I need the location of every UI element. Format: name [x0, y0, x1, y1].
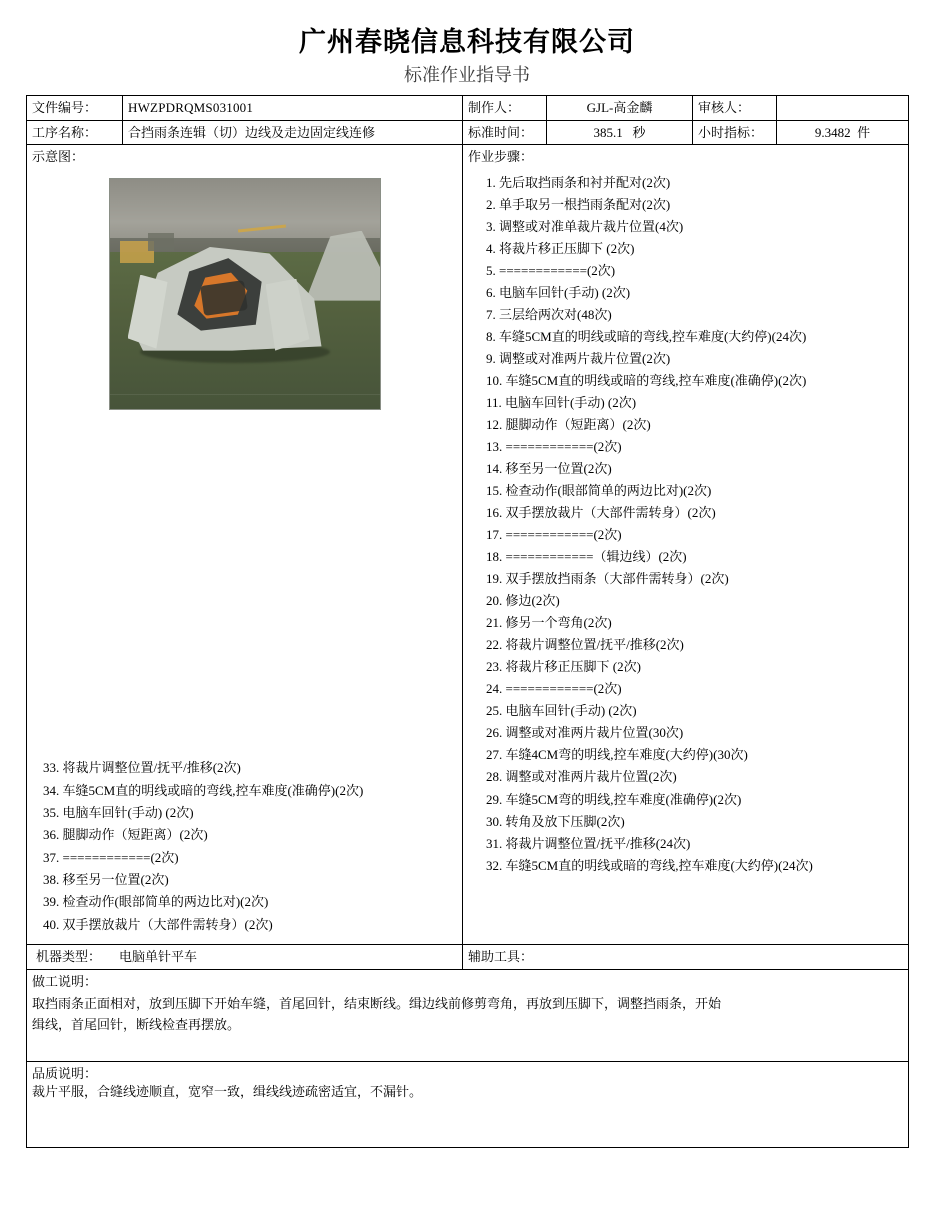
table-row [27, 120, 909, 145]
list-item: 15. 检查动作(眼部简单的两边比对)(2次) [486, 483, 712, 499]
hour-target-value [777, 120, 909, 145]
photo-grass-line [110, 394, 380, 395]
maker-label: 制作人： [463, 96, 547, 121]
table-row [27, 945, 909, 970]
workmanship-line-2: 缉线，首尾回针，断线检查再摆放。 [32, 1016, 241, 1032]
operation-steps-continued [43, 757, 452, 936]
aux-tool-cell [463, 945, 909, 970]
list-item: 34. 车缝5CM直的明线或暗的弯线,控车难度(准确停)(2次) [43, 782, 364, 798]
list-item: 14. 移至另一位置(2次) [486, 461, 612, 477]
list-item: 26. 调整或对准两片裁片位置(30次) [486, 725, 684, 741]
doc-no-value: HWZPDRQMS031001 [123, 96, 463, 121]
page-title: 广州春晓信息科技有限公司 [299, 27, 635, 57]
standard-time-value [547, 120, 693, 145]
table-row [27, 969, 909, 1061]
operation-steps-cell [463, 145, 909, 945]
list-item: 22. 将裁片调整位置/抚平/推移(2次) [486, 637, 684, 653]
workmanship-label: 做工说明： [32, 973, 98, 989]
table-row [27, 1061, 909, 1147]
reviewer-value [777, 96, 909, 121]
list-item: 25. 电脑车回针(手动) (2次) [486, 703, 637, 719]
quality-label: 品质说明： [32, 1065, 98, 1081]
machine-type-label: 机器类型： [36, 949, 102, 965]
table-row [27, 96, 909, 121]
list-item: 18. ============（辑边线）(2次) [486, 549, 687, 565]
list-item: 10. 车缝5CM直的明线或暗的弯线,控车难度(准确停)(2次) [486, 372, 807, 388]
machine-type-value: 电脑单针平车 [119, 949, 198, 965]
process-name-value: 合挡雨条连辑（切）边线及走边固定线连修 [123, 120, 463, 145]
list-item: 9. 调整或对准两片裁片位置(2次) [486, 350, 671, 366]
hour-target-unit: 件 [857, 124, 871, 140]
hour-target-number: 9.3482 [814, 124, 851, 140]
list-item: 17. ============(2次) [486, 527, 622, 543]
list-item: 5. ============(2次) [486, 262, 616, 278]
list-item: 7. 三层给两次对(48次) [486, 306, 612, 322]
list-item: 4. 将裁片移正压脚下 (2次) [486, 240, 635, 256]
list-item: 29. 车缝5CM弯的明线,控车难度(准确停)(2次) [486, 791, 742, 807]
list-item: 8. 车缝5CM直的明线或暗的弯线,控车难度(大约停)(24次) [486, 328, 807, 344]
list-item: 1. 先后取挡雨条和衬并配对(2次) [486, 174, 671, 190]
list-item: 36. 腿脚动作（短距离）(2次) [43, 827, 208, 843]
instruction-sheet [26, 95, 909, 1148]
list-item: 13. ============(2次) [486, 439, 622, 455]
machine-type-cell [27, 945, 463, 970]
quality-line-1: 裁片平服，合缝线迹顺直，宽窄一致，缉线线迹疏密适宜，不漏针。 [32, 1084, 423, 1100]
doc-no-label: 文件编号： [27, 96, 123, 121]
list-item: 35. 电脑车回针(手动) (2次) [43, 804, 194, 820]
list-item: 40. 双手摆放裁片（大部件需转身）(2次) [43, 916, 273, 932]
hour-target-label: 小时指标： [693, 120, 777, 145]
quality-cell [27, 1061, 909, 1147]
maker-value: GJL-高金麟 [547, 96, 693, 121]
standard-time-label: 标准时间： [463, 120, 547, 145]
diagram-cell [27, 145, 463, 945]
list-item: 12. 腿脚动作（短距离）(2次) [486, 416, 651, 432]
list-item: 30. 转角及放下压脚(2次) [486, 813, 625, 829]
operation-steps-list [468, 172, 903, 877]
list-item: 23. 将裁片移正压脚下 (2次) [486, 659, 641, 675]
list-item: 20. 修边(2次) [486, 593, 560, 609]
diagram-label: 示意图： [32, 149, 85, 165]
reviewer-label: 审核人： [693, 96, 777, 121]
photo-grey-box [148, 233, 174, 251]
list-item: 21. 修另一个弯角(2次) [486, 615, 612, 631]
list-item: 11. 电脑车回针(手动) (2次) [486, 394, 637, 410]
workmanship-cell [27, 969, 909, 1061]
table-row [27, 145, 909, 945]
list-item: 2. 单手取另一根挡雨条配对(2次) [486, 196, 671, 212]
list-item: 33. 将裁片调整位置/抚平/推移(2次) [43, 760, 241, 776]
tent-photo [109, 178, 381, 410]
list-item: 3. 调整或对准单裁片裁片位置(4次) [486, 218, 684, 234]
photo-tent-mesh-window [200, 280, 248, 316]
list-item: 16. 双手摆放裁片（大部件需转身）(2次) [486, 505, 716, 521]
list-item: 19. 双手摆放挡雨条（大部件需转身）(2次) [486, 571, 729, 587]
list-item: 38. 移至另一位置(2次) [43, 872, 169, 888]
list-item: 39. 检查动作(眼部简单的两边比对)(2次) [43, 894, 269, 910]
list-item: 37. ============(2次) [43, 849, 179, 865]
aux-tool-label: 辅助工具： [468, 949, 534, 965]
list-item: 31. 将裁片调整位置/抚平/推移(24次) [486, 835, 691, 851]
process-name-label: 工序名称： [27, 120, 123, 145]
operation-label: 作业步骤： [468, 149, 534, 165]
list-item: 32. 车缝5CM直的明线或暗的弯线,控车难度(大约停)(24次) [486, 857, 813, 873]
list-item: 27. 车缝4CM弯的明线,控车难度(大约停)(30次) [486, 747, 748, 763]
standard-time-number: 385.1 [593, 124, 623, 140]
list-item: 6. 电脑车回针(手动) (2次) [486, 284, 631, 300]
standard-time-unit: 秒 [632, 124, 646, 140]
list-item: 28. 调整或对准两片裁片位置(2次) [486, 769, 677, 785]
workmanship-line-1: 取挡雨条正面相对，放到压脚下开始车缝，首尾回针，结束断线。缉边线前修剪弯角，再放到压脚下，调整挡雨条，开始 [32, 996, 722, 1012]
page-subtitle: 标准作业指导书 [404, 65, 530, 85]
list-item: 24. ============(2次) [486, 681, 622, 697]
